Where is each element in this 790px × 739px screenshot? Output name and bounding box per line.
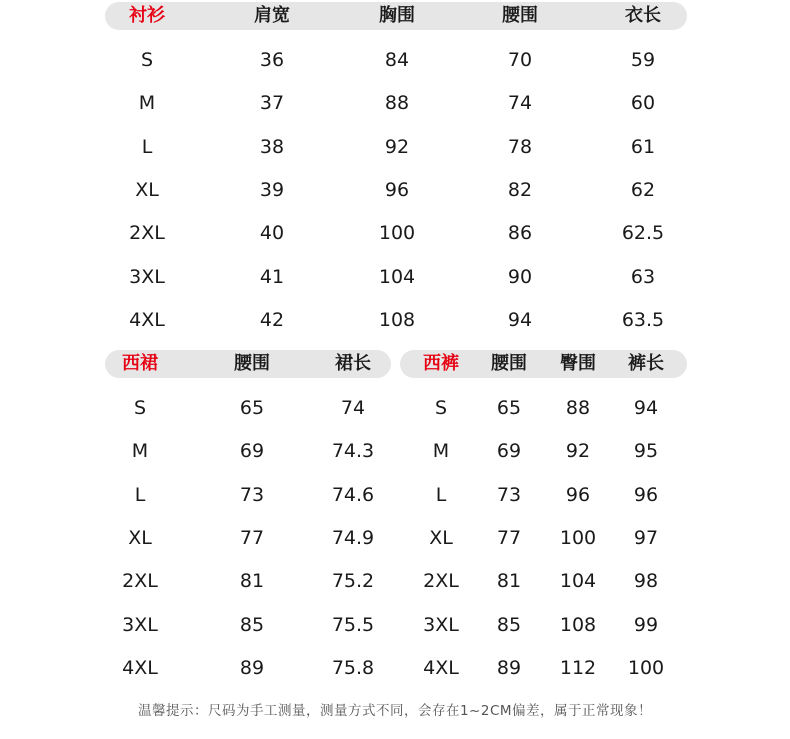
pants-cell: 77 bbox=[496, 527, 522, 549]
shirt-cell: 63.5 bbox=[621, 309, 665, 331]
shirt-cell: 86 bbox=[507, 222, 533, 244]
shirt-cell: 42 bbox=[259, 309, 285, 331]
pants-cell: 112 bbox=[559, 657, 597, 679]
pants-cell: 65 bbox=[496, 397, 522, 419]
shirt-cell: M bbox=[138, 92, 156, 114]
skirt-cell: 74.9 bbox=[331, 527, 375, 549]
skirt-cell: 4XL bbox=[122, 657, 158, 679]
skirt-cell: 89 bbox=[239, 657, 265, 679]
shirt-cell: 61 bbox=[630, 136, 656, 158]
shirt-cell: 4XL bbox=[129, 309, 165, 331]
skirt-cell: L bbox=[134, 484, 146, 506]
skirt-cell: 75.8 bbox=[331, 657, 375, 679]
skirt-cell: 75.5 bbox=[331, 614, 375, 636]
pants-cell: 4XL bbox=[423, 657, 459, 679]
skirt-cell: 85 bbox=[239, 614, 265, 636]
shirt-cell: 40 bbox=[259, 222, 285, 244]
skirt-cell: 77 bbox=[239, 527, 265, 549]
shirt-cell: 88 bbox=[384, 92, 410, 114]
skirt-cell: 3XL bbox=[122, 614, 158, 636]
shirt-cell: 59 bbox=[630, 49, 656, 71]
pants-cell: 98 bbox=[633, 570, 659, 592]
pants-cell: 3XL bbox=[423, 614, 459, 636]
pants-header-0: 西裤 bbox=[423, 353, 459, 374]
shirt-cell: 90 bbox=[507, 266, 533, 288]
pants-cell: 100 bbox=[559, 527, 597, 549]
pants-cell: 81 bbox=[496, 570, 522, 592]
shirt-cell: 94 bbox=[507, 309, 533, 331]
shirt-header-3: 腰围 bbox=[502, 5, 538, 26]
shirt-header-4: 衣长 bbox=[625, 5, 661, 26]
pants-cell: 99 bbox=[633, 614, 659, 636]
skirt-cell: 75.2 bbox=[331, 570, 375, 592]
pants-cell: 97 bbox=[633, 527, 659, 549]
pants-cell: 69 bbox=[496, 440, 522, 462]
shirt-cell: 82 bbox=[507, 179, 533, 201]
pants-cell: 2XL bbox=[423, 570, 459, 592]
shirt-cell: 3XL bbox=[129, 266, 165, 288]
shirt-cell: XL bbox=[135, 179, 159, 201]
pants-cell: 108 bbox=[559, 614, 597, 636]
shirt-cell: 62 bbox=[630, 179, 656, 201]
shirt-cell: 108 bbox=[378, 309, 416, 331]
shirt-cell: 100 bbox=[378, 222, 416, 244]
skirt-cell: M bbox=[131, 440, 149, 462]
shirt-header-2: 胸围 bbox=[379, 5, 415, 26]
shirt-cell: 63 bbox=[630, 266, 656, 288]
shirt-cell: 41 bbox=[259, 266, 285, 288]
skirt-cell: 74.6 bbox=[331, 484, 375, 506]
shirt-cell: 70 bbox=[507, 49, 533, 71]
shirt-cell: 104 bbox=[378, 266, 416, 288]
shirt-header-1: 肩宽 bbox=[254, 5, 290, 26]
shirt-cell: 92 bbox=[384, 136, 410, 158]
skirt-cell: 74.3 bbox=[331, 440, 375, 462]
skirt-cell: XL bbox=[128, 527, 152, 549]
skirt-cell: 74 bbox=[340, 397, 366, 419]
shirt-header-0: 衬衫 bbox=[129, 5, 165, 26]
shirt-cell: 96 bbox=[384, 179, 410, 201]
pants-cell: 89 bbox=[496, 657, 522, 679]
shirt-cell: 84 bbox=[384, 49, 410, 71]
pants-cell: 95 bbox=[633, 440, 659, 462]
pants-cell: 104 bbox=[559, 570, 597, 592]
shirt-cell: 2XL bbox=[129, 222, 165, 244]
size-note: 温馨提示：尺码为手工测量，测量方式不同，会存在1~2CM偏差，属于正常现象！ bbox=[137, 703, 653, 719]
pants-cell: M bbox=[432, 440, 450, 462]
skirt-header-0: 西裙 bbox=[122, 353, 158, 374]
skirt-cell: 81 bbox=[239, 570, 265, 592]
skirt-header-1: 腰围 bbox=[234, 353, 270, 374]
skirt-cell: 65 bbox=[239, 397, 265, 419]
shirt-cell: 62.5 bbox=[621, 222, 665, 244]
pants-cell: 94 bbox=[633, 397, 659, 419]
pants-header-2: 臀围 bbox=[560, 353, 596, 374]
shirt-cell: 78 bbox=[507, 136, 533, 158]
skirt-cell: S bbox=[133, 397, 147, 419]
shirt-cell: 60 bbox=[630, 92, 656, 114]
pants-cell: L bbox=[435, 484, 447, 506]
pants-cell: 92 bbox=[565, 440, 591, 462]
pants-cell: 85 bbox=[496, 614, 522, 636]
pants-header-3: 裤长 bbox=[628, 353, 664, 374]
shirt-cell: L bbox=[141, 136, 153, 158]
shirt-cell: 38 bbox=[259, 136, 285, 158]
pants-cell: 88 bbox=[565, 397, 591, 419]
skirt-cell: 69 bbox=[239, 440, 265, 462]
pants-cell: S bbox=[434, 397, 448, 419]
skirt-cell: 2XL bbox=[122, 570, 158, 592]
skirt-cell: 73 bbox=[239, 484, 265, 506]
shirt-cell: 39 bbox=[259, 179, 285, 201]
shirt-cell: S bbox=[140, 49, 154, 71]
shirt-cell: 36 bbox=[259, 49, 285, 71]
pants-cell: 73 bbox=[496, 484, 522, 506]
pants-cell: XL bbox=[429, 527, 453, 549]
pants-header-1: 腰围 bbox=[491, 353, 527, 374]
shirt-cell: 37 bbox=[259, 92, 285, 114]
skirt-header-2: 裙长 bbox=[335, 353, 371, 374]
pants-cell: 96 bbox=[633, 484, 659, 506]
pants-cell: 96 bbox=[565, 484, 591, 506]
pants-cell: 100 bbox=[627, 657, 665, 679]
shirt-cell: 74 bbox=[507, 92, 533, 114]
